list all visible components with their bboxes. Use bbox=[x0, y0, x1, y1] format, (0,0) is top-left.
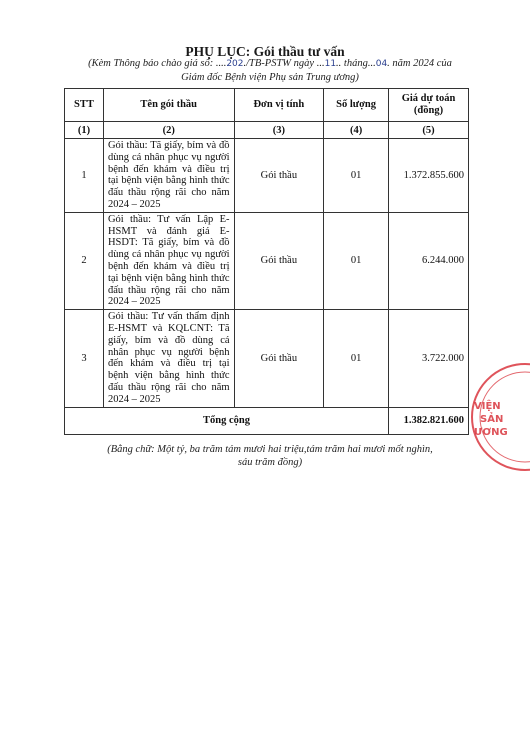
document-subtitle bbox=[80, 57, 460, 84]
header-estimated-price: Giá dự toán (đồng) bbox=[389, 89, 469, 122]
column-index-row bbox=[65, 122, 469, 139]
total-value: 1.382.821.600 bbox=[389, 407, 469, 434]
header-quantity: Số lượng bbox=[324, 89, 389, 122]
subtitle-text-2: ./TB-PSTW ngày ... bbox=[243, 58, 325, 69]
table-row bbox=[65, 212, 469, 309]
document-title: PHỤ LỤC: Gói thầu tư vấn bbox=[185, 44, 345, 59]
bid-package-table bbox=[64, 88, 469, 435]
header-unit: Đơn vị tính bbox=[234, 89, 324, 122]
column-index: (1) bbox=[65, 122, 104, 139]
total-label: Tổng cộng bbox=[65, 407, 389, 434]
handwritten-day: 11 bbox=[324, 59, 337, 69]
column-index: (2) bbox=[103, 122, 234, 139]
table-row bbox=[65, 139, 469, 213]
row-price: 3.722.000 bbox=[389, 310, 469, 407]
table-header-row bbox=[65, 89, 469, 122]
column-index: (3) bbox=[234, 122, 324, 139]
subtitle-text-3: .. tháng... bbox=[336, 58, 376, 69]
row-quantity: 01 bbox=[324, 212, 389, 309]
row-unit: Gói thầu bbox=[234, 212, 324, 309]
official-seal-stamp bbox=[470, 362, 530, 472]
row-package-name: Gói thầu: Tư vấn Lập E-HSMT và đánh giá E-HSDT: Tã giấy, bỉm và đồ dùng cá nhân phục vụ người bệnh đến khám và điều trị tại bệnh viện bằng hình thức đấu thầu rộng rãi cho năm 2024 – 2025 bbox=[103, 212, 234, 309]
subtitle-text-4: . năm 2024 của bbox=[387, 58, 452, 69]
row-quantity: 01 bbox=[324, 310, 389, 407]
stamp-text: SẢN bbox=[480, 414, 504, 425]
header-package-name: Tên gói thầu bbox=[103, 89, 234, 122]
row-stt: 3 bbox=[65, 310, 104, 407]
header-stt: STT bbox=[65, 89, 104, 122]
row-package-name: Gói thầu: Tã giấy, bỉm và đồ dùng cá nhân phục vụ người bệnh đến khám và điều trị tại bệnh viện bằng hình thức đấu thầu rộng rãi cho năm 2024 – 2025 bbox=[103, 139, 234, 213]
row-quantity: 01 bbox=[324, 139, 389, 213]
row-stt: 2 bbox=[65, 212, 104, 309]
handwritten-month: 04 bbox=[375, 59, 388, 69]
row-package-name: Gói thầu: Tư vấn thẩm định E-HSMT và KQLCNT: Tã giấy, bỉm và đồ dùng cá nhân phục vụ người bệnh đến khám và điều trị tại bệnh viện bằng hình thức đấu thầu rộng rãi cho năm 2024 – 2025 bbox=[103, 310, 234, 407]
row-price: 1.372.855.600 bbox=[389, 139, 469, 213]
total-row bbox=[65, 407, 469, 434]
stamp-text: VIỆN bbox=[474, 401, 501, 412]
subtitle-line-2: Giám đốc Bệnh viện Phụ sản Trung ương) bbox=[181, 72, 359, 83]
row-price: 6.244.000 bbox=[389, 212, 469, 309]
column-index: (4) bbox=[324, 122, 389, 139]
row-unit: Gói thầu bbox=[234, 310, 324, 407]
subtitle-text-1: (Kèm Thông báo chào giá số: .... bbox=[88, 58, 227, 69]
amount-in-words: (Bằng chữ: Một tỷ, ba trăm tám mươi hai triệu,tám trăm hai mươi mốt nghìn, sáu trăm đồng) bbox=[107, 444, 433, 468]
column-index: (5) bbox=[389, 122, 469, 139]
handwritten-number: 202 bbox=[226, 59, 244, 69]
stamp-text: ƯƠNG bbox=[474, 427, 508, 438]
row-unit: Gói thầu bbox=[234, 139, 324, 213]
row-stt: 1 bbox=[65, 139, 104, 213]
table-row bbox=[65, 310, 469, 407]
